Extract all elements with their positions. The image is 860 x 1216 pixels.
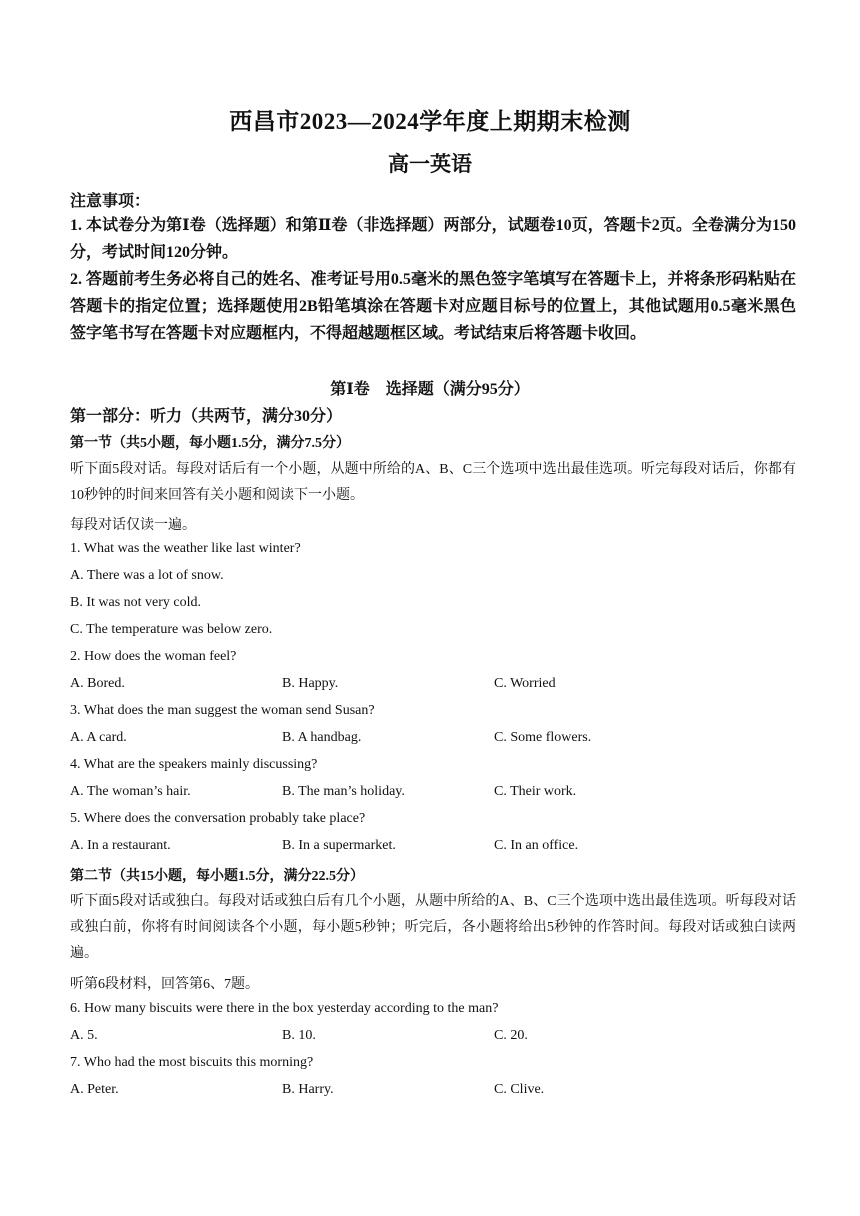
exam-subject: 高一英语	[388, 152, 472, 176]
q4-option-b: B. The man’s holiday.	[282, 784, 405, 799]
q1-option-c: C. The temperature was below zero.	[70, 622, 273, 637]
section-title: 第Ⅰ卷 选择题（满分95分）	[330, 381, 530, 398]
q3-option-a: A. A card.	[70, 730, 127, 745]
q6-option-a: A. 5.	[70, 1028, 98, 1043]
exam-title: 西昌市2023—2024学年度上期期末检测	[229, 109, 631, 134]
q4-option-c: C. Their work.	[494, 784, 577, 799]
notice-heading: 注意事项：	[70, 193, 151, 210]
question-3: 3. What does the man suggest the woman send Susan?	[70, 703, 375, 718]
q2-option-a: A. Bored.	[70, 676, 125, 691]
subsection-2-title: 第二节（共15小题，每小题1.5分，满分22.5分）	[70, 869, 364, 884]
q5-option-a: A. In a restaurant.	[70, 838, 171, 853]
subsection-1-note: 每段对话仅读一遍。	[70, 518, 196, 533]
q7-option-b: B. Harry.	[282, 1082, 334, 1097]
notice-item-2: 2. 答题前考生务必将自己的姓名、准考证号用0.5毫米的黑色签字笔填写在答题卡上，并将条形码粘贴在答题卡的指定位置；选择题使用2B铅笔填涂在答题卡对应题目标号的位置上，其他试题用0.5毫米黑色签字笔书写在答题卡对应题框内，不得超越题框区域。考试结束后将答题卡收回。	[70, 271, 796, 342]
q6-option-c: C. 20.	[494, 1028, 528, 1043]
question-6: 6. How many biscuits were there in the box yesterday according to the man?	[70, 1001, 499, 1016]
question-4: 4. What are the speakers mainly discussing?	[70, 757, 318, 772]
subsection-1-title: 第一节（共5小题，每小题1.5分，满分7.5分）	[70, 436, 350, 451]
subsection-1-instruction: 听下面5段对话。每段对话后有一个小题，从题中所给的A、B、C三个选项中选出最佳选项。听完每段对话后，你都有10秒钟的时间来回答有关小题和阅读下一小题。	[70, 462, 796, 503]
q4-option-a: A. The woman’s hair.	[70, 784, 191, 799]
q1-option-b: B. It was not very cold.	[70, 595, 202, 610]
q7-option-a: A. Peter.	[70, 1082, 119, 1097]
q3-option-c: C. Some flowers.	[494, 730, 592, 745]
q2-option-b: B. Happy.	[282, 676, 339, 691]
part-title: 第一部分：听力（共两节，满分30分）	[70, 408, 343, 425]
q5-option-b: B. In a supermarket.	[282, 838, 396, 853]
question-2: 2. How does the woman feel?	[70, 649, 237, 664]
question-7: 7. Who had the most biscuits this morning?	[70, 1055, 314, 1070]
material-6-note: 听第6段材料，回答第6、7题。	[70, 977, 259, 992]
question-5: 5. Where does the conversation probably take place?	[70, 811, 366, 826]
q6-option-b: B. 10.	[282, 1028, 316, 1043]
question-1: 1. What was the weather like last winter?	[70, 541, 301, 556]
q7-option-c: C. Clive.	[494, 1082, 545, 1097]
q5-option-c: C. In an office.	[494, 838, 579, 853]
q3-option-b: B. A handbag.	[282, 730, 362, 745]
q1-option-a: A. There was a lot of snow.	[70, 568, 224, 583]
subsection-2-instruction: 听下面5段对话或独白。每段对话或独白后有几个小题，从题中所给的A、B、C三个选项中选出最佳选项。听每段对话或独白前，你将有时间阅读各个小题，每小题5秒钟；听完后，各小题将给出5秒钟的作答时间。每段对话或独白读两遍。	[70, 894, 796, 961]
q2-option-c: C. Worried	[494, 676, 556, 691]
notice-item-1: 1. 本试卷分为第Ⅰ卷（选择题）和第Ⅱ卷（非选择题）两部分，试题卷10页，答题卡2页。全卷满分为150分，考试时间120分钟。	[70, 217, 796, 261]
